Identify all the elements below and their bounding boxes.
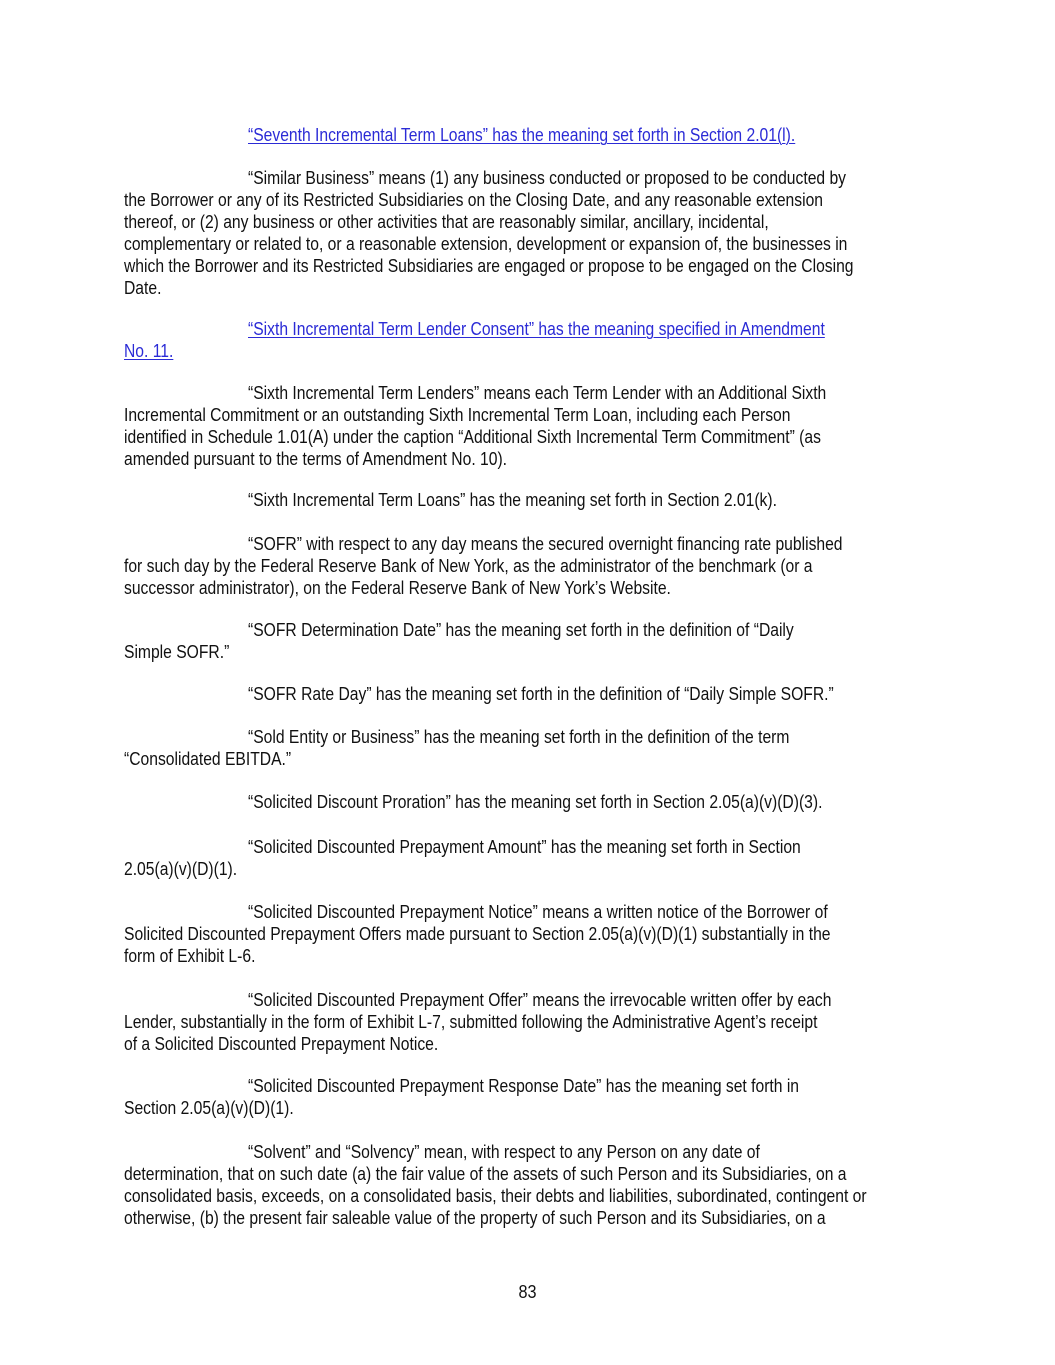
line-text: the Borrower or any of its Restricted Subsidiaries on the Closing Date, and any reasonable extension	[124, 190, 824, 210]
line-text: successor administrator), on the Federal Reserve Bank of New York’s Website.	[124, 578, 671, 598]
text-line	[124, 641, 837, 663]
line-text: “Solicited Discounted Prepayment Amount” has the meaning set forth in Section	[248, 837, 801, 857]
text-line	[124, 748, 837, 770]
line-text: form of Exhibit L-6.	[124, 946, 256, 966]
line-text: Date.	[124, 278, 162, 298]
text-line	[124, 1163, 847, 1185]
definition-paragraph	[124, 726, 944, 770]
text-line	[124, 858, 837, 880]
text-line	[124, 426, 837, 448]
line-text: thereof, or (2) any business or other activities that are reasonably similar, ancillary, incidental,	[124, 212, 769, 232]
text-line	[124, 448, 837, 470]
link-text[interactable]: “Sixth Incremental Term Lender Consent” has the meaning specified in Amendment	[248, 319, 825, 339]
definition-paragraph	[124, 1141, 944, 1229]
page-number: 83	[518, 1282, 537, 1302]
text-line	[124, 340, 837, 362]
line-text: “Sixth Incremental Term Loans” has the meaning set forth in Section 2.01(k).	[248, 490, 777, 510]
text-line	[124, 1097, 837, 1119]
text-line	[124, 255, 854, 277]
line-text: identified in Schedule 1.01(A) under the caption “Additional Sixth Incremental Term Commitment” (as	[124, 427, 821, 447]
text-line	[124, 189, 837, 211]
line-text: 2.05(a)(v)(D)(1).	[124, 859, 238, 879]
definition-paragraph	[124, 382, 944, 470]
text-line	[124, 945, 837, 967]
line-text: “Solicited Discount Proration” has the meaning set forth in Section 2.05(a)(v)(D)(3).	[248, 792, 823, 812]
definition-paragraph	[124, 683, 944, 705]
text-line	[124, 577, 837, 599]
line-text: determination, that on such date (a) the fair value of the assets of such Person and its Subsidiaries, on a	[124, 1164, 847, 1184]
text-line	[248, 167, 854, 189]
line-text: Section 2.05(a)(v)(D)(1).	[124, 1098, 294, 1118]
definition-paragraph	[124, 533, 944, 599]
definition-paragraph	[124, 901, 944, 967]
link-text[interactable]: “Seventh Incremental Term Loans” has the meaning set forth in Section 2.01(l).	[248, 125, 796, 145]
text-line	[248, 382, 854, 404]
text-line	[124, 1185, 867, 1207]
line-text: for such day by the Federal Reserve Bank of New York, as the administrator of the benchmark (or a	[124, 556, 813, 576]
text-line	[248, 533, 854, 555]
text-line	[248, 901, 854, 923]
text-line	[248, 726, 854, 748]
text-line	[248, 619, 854, 641]
text-line	[248, 989, 854, 1011]
definition-paragraph	[124, 489, 944, 511]
line-text: Simple SOFR.”	[124, 642, 230, 662]
definition-paragraph	[124, 1075, 944, 1119]
text-line	[248, 1075, 854, 1097]
text-line	[124, 211, 837, 233]
text-line	[248, 683, 854, 705]
line-text: “Solicited Discounted Prepayment Offer” means the irrevocable written offer by each	[248, 990, 832, 1010]
line-text: “SOFR Determination Date” has the meaning set forth in the definition of “Daily	[248, 620, 794, 640]
definition-paragraph	[124, 989, 944, 1055]
line-text: which the Borrower and its Restricted Subsidiaries are engaged or propose to be engaged on the Closing	[124, 256, 854, 276]
text-line	[124, 1207, 837, 1229]
line-text: “Solicited Discounted Prepayment Notice” means a written notice of the Borrower of	[248, 902, 828, 922]
text-line	[124, 1011, 837, 1033]
definition-link-paragraph[interactable]	[124, 318, 944, 362]
line-text: Solicited Discounted Prepayment Offers made pursuant to Section 2.05(a)(v)(D)(1) substantially in the	[124, 924, 831, 944]
line-text: “Solvent” and “Solvency” mean, with respect to any Person on any date of	[248, 1142, 760, 1162]
definition-paragraph	[124, 167, 944, 299]
text-line	[248, 1141, 854, 1163]
line-text: “Similar Business” means (1) any business conducted or proposed to be conducted by	[248, 168, 847, 188]
text-line	[248, 124, 854, 146]
line-text: complementary or related to, or a reasonable extension, development or expansion of, the businesses in	[124, 234, 848, 254]
text-line	[124, 923, 837, 945]
text-line	[124, 555, 837, 577]
text-line	[124, 1033, 837, 1055]
text-line	[248, 489, 854, 511]
line-text: amended pursuant to the terms of Amendment No. 10).	[124, 449, 508, 469]
definition-link-paragraph[interactable]	[124, 124, 944, 146]
text-line	[248, 791, 854, 813]
text-line	[124, 277, 837, 299]
line-text: of a Solicited Discounted Prepayment Notice.	[124, 1034, 439, 1054]
line-text: “Solicited Discounted Prepayment Response Date” has the meaning set forth in	[248, 1076, 800, 1096]
definition-paragraph	[124, 791, 944, 813]
line-text: “Sold Entity or Business” has the meaning set forth in the definition of the term	[248, 727, 790, 747]
line-text: otherwise, (b) the present fair saleable value of the property of such Person and its Subsidiaries, on a	[124, 1208, 826, 1228]
line-text: consolidated basis, exceeds, on a consolidated basis, their debts and liabilities, subordinated, contingent or	[124, 1186, 867, 1206]
text-line	[248, 836, 854, 858]
text-line	[124, 233, 848, 255]
line-text: Lender, substantially in the form of Exhibit L-7, submitted following the Administrative Agent’s receipt	[124, 1012, 818, 1032]
text-line	[124, 404, 837, 426]
line-text: “Sixth Incremental Term Lenders” means each Term Lender with an Additional Sixth	[248, 383, 827, 403]
line-text: “SOFR” with respect to any day means the secured overnight financing rate published	[248, 534, 843, 554]
definition-paragraph	[124, 836, 944, 880]
definition-paragraph	[124, 619, 944, 663]
text-line	[248, 318, 854, 340]
line-text: “Consolidated EBITDA.”	[124, 749, 292, 769]
line-text: “SOFR Rate Day” has the meaning set forth in the definition of “Daily Simple SOFR.”	[248, 684, 834, 704]
link-text[interactable]: No. 11.	[124, 341, 174, 361]
line-text: Incremental Commitment or an outstanding Sixth Incremental Term Loan, including each Person	[124, 405, 791, 425]
